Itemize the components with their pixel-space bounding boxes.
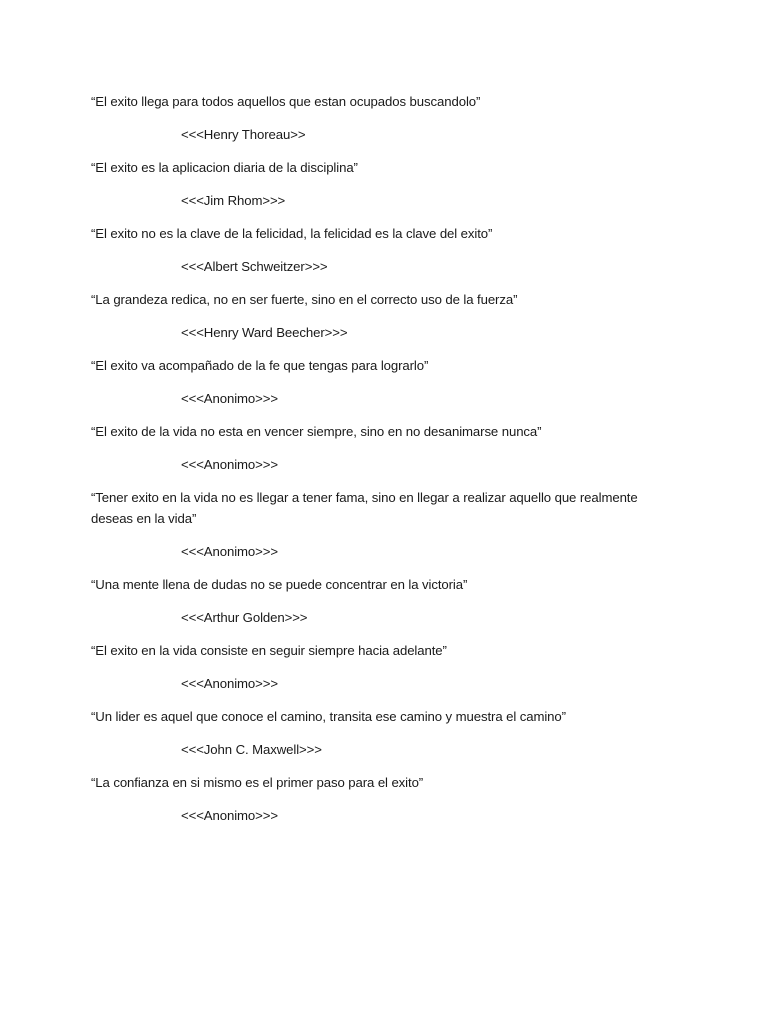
quote-author: <<<Albert Schweitzer>>> [181,259,328,274]
quote-entry [91,640,681,694]
quote-entry [91,355,681,409]
quote-text: “El exito es la aplicacion diaria de la disciplina” [91,160,358,175]
quote-entry [91,706,681,760]
quote-author: <<<Anonimo>>> [181,808,278,823]
quote-author: <<<Anonimo>>> [181,391,278,406]
quote-entry [91,772,681,826]
quote-entry [91,289,681,343]
quote-author: <<<Anonimo>>> [181,676,278,691]
quote-author: <<<John C. Maxwell>>> [181,742,322,757]
quote-text: “Un lider es aquel que conoce el camino, transita ese camino y muestra el camino” [91,709,566,724]
quote-entry [91,421,681,475]
quote-author: <<<Jim Rhom>>> [181,193,286,208]
quote-text: “La confianza en si mismo es el primer paso para el exito” [91,775,424,790]
quote-author: <<<Anonimo>>> [181,457,278,472]
quote-text: “Una mente llena de dudas no se puede concentrar en la victoria” [91,577,468,592]
quote-entry [91,574,681,628]
quote-entry [91,91,681,145]
quote-text: “El exito en la vida consiste en seguir siempre hacia adelante” [91,643,447,658]
quote-text: “La grandeza redica, no en ser fuerte, sino en el correcto uso de la fuerza” [91,292,518,307]
quote-author: <<<Arthur Golden>>> [181,610,308,625]
quote-author: <<<Henry Thoreau>> [181,127,306,142]
quote-text: “El exito llega para todos aquellos que estan ocupados buscandolo” [91,94,481,109]
quote-text: “El exito de la vida no esta en vencer siempre, sino en no desanimarse nunca” [91,424,542,439]
quote-author: <<<Henry Ward Beecher>>> [181,325,348,340]
quote-text: “El exito va acompañado de la fe que tengas para lograrlo” [91,358,429,373]
quote-text: “El exito no es la clave de la felicidad, la felicidad es la clave del exito” [91,226,493,241]
quote-entry [91,157,681,211]
quote-text: “Tener exito en la vida no es llegar a tener fama, sino en llegar a realizar aquello que realmente deseas en la vida” [91,490,638,526]
quote-entry [91,223,681,277]
quote-list [91,91,681,838]
quote-entry [91,487,681,562]
quote-author: <<<Anonimo>>> [181,544,278,559]
